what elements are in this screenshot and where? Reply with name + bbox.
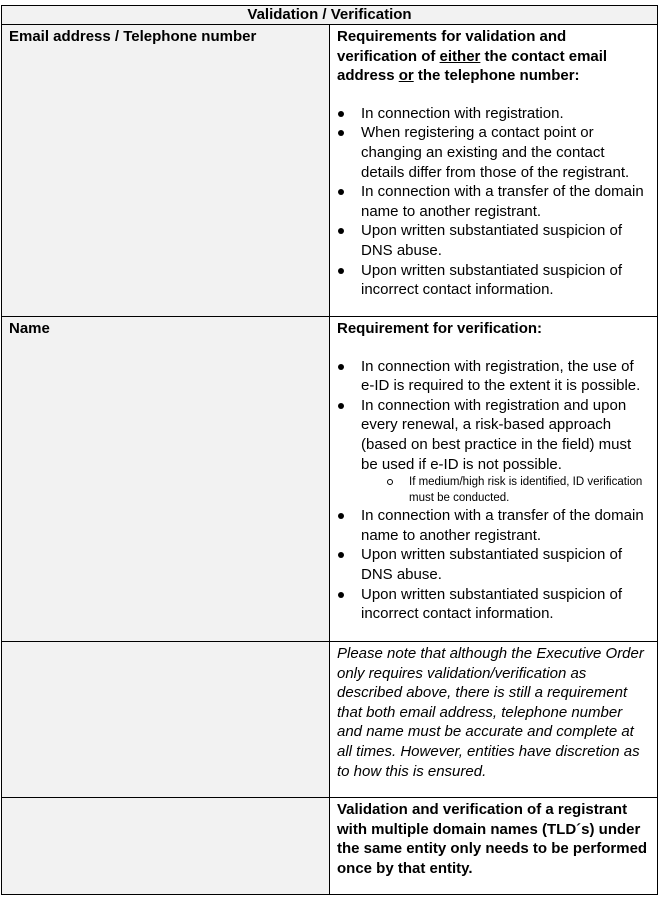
row-label-empty [2, 642, 330, 798]
list-item [361, 396, 650, 506]
intro-emphasis-either: either [439, 47, 481, 65]
requirements-intro: Requirement for verification: [337, 320, 543, 337]
table-row-email-phone [2, 25, 658, 317]
table-header: Validation / Verification [2, 6, 658, 25]
row-content [330, 317, 658, 642]
table-row-multiple-domains [2, 798, 658, 895]
table-row-note [2, 642, 658, 798]
list-item-text: In connection with registration and upon every renewal, a risk-based approach (based on best practice in the field) must be used if e-ID is not possible. [361, 396, 632, 473]
list-item: When registering a contact point or changing an existing and the contact details differ from those of the registrant. [361, 123, 650, 182]
sub-list-item: If medium/high risk is identified, ID verification must be conducted. [409, 474, 650, 506]
table-row-name [2, 317, 658, 642]
list-item: Upon written substantiated suspicion of incorrect contact information. [361, 585, 650, 624]
list-item: In connection with registration, the use of e-ID is required to the extent it is possible. [361, 357, 650, 396]
sub-list [385, 474, 650, 506]
row-label: Email address / Telephone number [2, 25, 330, 317]
intro-emphasis-or: or [398, 67, 414, 85]
requirements-list [337, 357, 650, 624]
note-text: Please note that although the Executive Order only requires validation/verification as described above, there is still a requirement that both email address, telephone number and name must be accurate and complete at all times. However, entities have discretion as to how this is ensured. [330, 642, 658, 798]
list-item: In connection with registration. [361, 104, 650, 124]
requirements-list [337, 104, 650, 300]
list-item: In connection with a transfer of the domain name to another registrant. [361, 506, 650, 545]
list-item: Upon written substantiated suspicion of DNS abuse. [361, 545, 650, 584]
requirements-intro [337, 27, 650, 86]
list-item: In connection with a transfer of the domain name to another registrant. [361, 182, 650, 221]
validation-verification-table [1, 5, 658, 895]
list-item: Upon written substantiated suspicion of DNS abuse. [361, 221, 650, 260]
intro-text: the telephone number: [413, 67, 580, 85]
intro-text: Requirements for validation and verification of [337, 28, 567, 65]
multiple-domains-text: Validation and verification of a registrant with multiple domain names (TLD´s) under the same entity only needs to be performed once by that entity. [330, 798, 658, 895]
list-item: Upon written substantiated suspicion of incorrect contact information. [361, 261, 650, 300]
intro-text: the contact email address [337, 47, 608, 85]
row-label-empty [2, 798, 330, 895]
row-content [330, 25, 658, 317]
row-label: Name [2, 317, 330, 642]
